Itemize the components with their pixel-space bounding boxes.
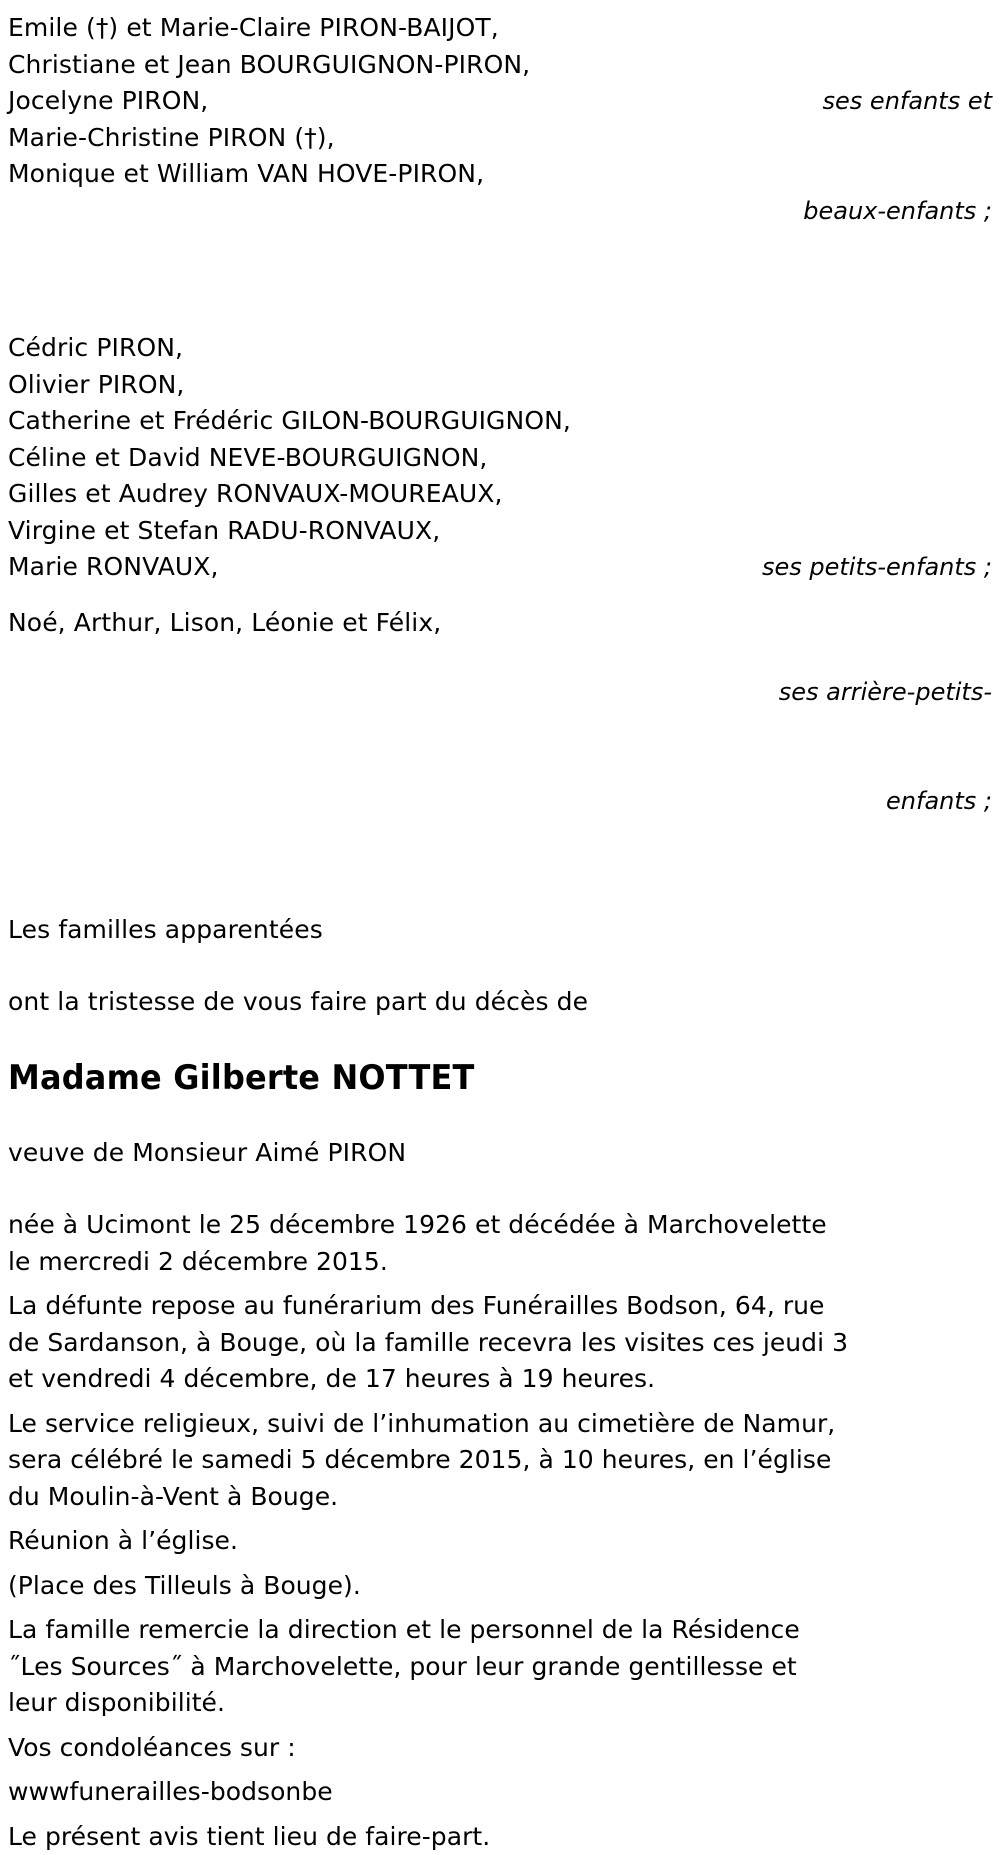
spacer: [8, 1099, 992, 1135]
grandchild-name-row: Cédric PIRON,: [8, 330, 571, 367]
grandchild-name-row: Olivier PIRON,: [8, 367, 571, 404]
grandchild-name-row: Céline et David NEVE-BOURGUIGNON,: [8, 440, 571, 477]
grandchildren-relation-label: ses petits-enfants ;: [762, 549, 992, 586]
place-paragraph: (Place des Tilleuls à Bouge).: [8, 1568, 853, 1605]
child-name-row: Jocelyne PIRON,: [8, 83, 530, 120]
thanks-paragraph: La famille remercie la direction et le personnel de la Résidence ˝Les Sources˝ à Marchovelette, pour leur grande gentillesse et leur disponibilité.: [8, 1612, 853, 1722]
reunion-paragraph: Réunion à l’église.: [8, 1523, 853, 1560]
children-section: [8, 10, 992, 302]
condolences-website[interactable]: wwwfunerailles-bodsonbe: [8, 1774, 853, 1811]
spacer: [8, 302, 992, 330]
great-grandchildren-relation-line-2: enfants ;: [779, 783, 992, 820]
great-grandchildren-section: [8, 605, 992, 893]
grandchildren-names-list: [8, 330, 571, 586]
great-grandchildren-relation-line-1: ses arrière-petits-: [779, 674, 992, 711]
great-grandchildren-relation-label: [779, 601, 992, 893]
spacer: [8, 893, 992, 912]
service-paragraph: Le service religieux, suivi de l’inhumation au cimetière de Namur, sera célébré le samedi 5 décembre 2015, à 10 heures, en l’église du Moulin-à-Vent à Bouge.: [8, 1406, 853, 1516]
grandchild-name-row: Catherine et Frédéric GILON-BOURGUIGNON,: [8, 403, 571, 440]
children-relation-line-1: ses enfants et: [803, 83, 992, 120]
announcement-line: ont la tristesse de vous faire part du décès de: [8, 984, 992, 1021]
related-families-line: Les familles apparentées: [8, 912, 992, 949]
children-names-list: [8, 10, 530, 193]
grandchild-name-row: Marie RONVAUX,: [8, 549, 571, 586]
legal-notice-line: Le présent avis tient lieu de faire-part.: [8, 1819, 853, 1855]
spacer: [8, 1171, 992, 1207]
spacer: [8, 1021, 992, 1057]
child-name-row: Christiane et Jean BOURGUIGNON-PIRON,: [8, 47, 530, 84]
child-name-row: Marie-Christine PIRON (†),: [8, 120, 530, 157]
grandchildren-section: [8, 330, 992, 586]
great-grandchild-name-row: Noé, Arthur, Lison, Léonie et Félix,: [8, 605, 441, 642]
great-grandchildren-names-list: [8, 605, 441, 642]
birth-death-paragraph: née à Ucimont le 25 décembre 1926 et décédée à Marchovelette le mercredi 2 décembre 2015.: [8, 1207, 853, 1280]
funerarium-paragraph: La défunte repose au funérarium des Funérailles Bodson, 64, rue de Sardanson, à Bouge, où la famille recevra les visites ces jeudi 3 et vendredi 4 décembre, de 17 heures à 19 heures.: [8, 1288, 853, 1398]
spacer: [8, 948, 992, 984]
details-section: [8, 1207, 992, 1855]
grandchild-name-row: Virgine et Stefan RADU-RONVAUX,: [8, 513, 571, 550]
children-relation-label: [803, 10, 992, 302]
child-name-row: Emile (†) et Marie-Claire PIRON-BAIJOT,: [8, 10, 530, 47]
children-relation-line-2: beaux-enfants ;: [803, 193, 992, 230]
child-name-row: Monique et William VAN HOVE-PIRON,: [8, 156, 530, 193]
condolences-label: Vos condoléances sur :: [8, 1730, 853, 1767]
grandchild-name-row: Gilles et Audrey RONVAUX-MOUREAUX,: [8, 476, 571, 513]
deceased-name-heading: Madame Gilberte NOTTET: [8, 1057, 933, 1099]
spouse-line: veuve de Monsieur Aimé PIRON: [8, 1135, 992, 1172]
